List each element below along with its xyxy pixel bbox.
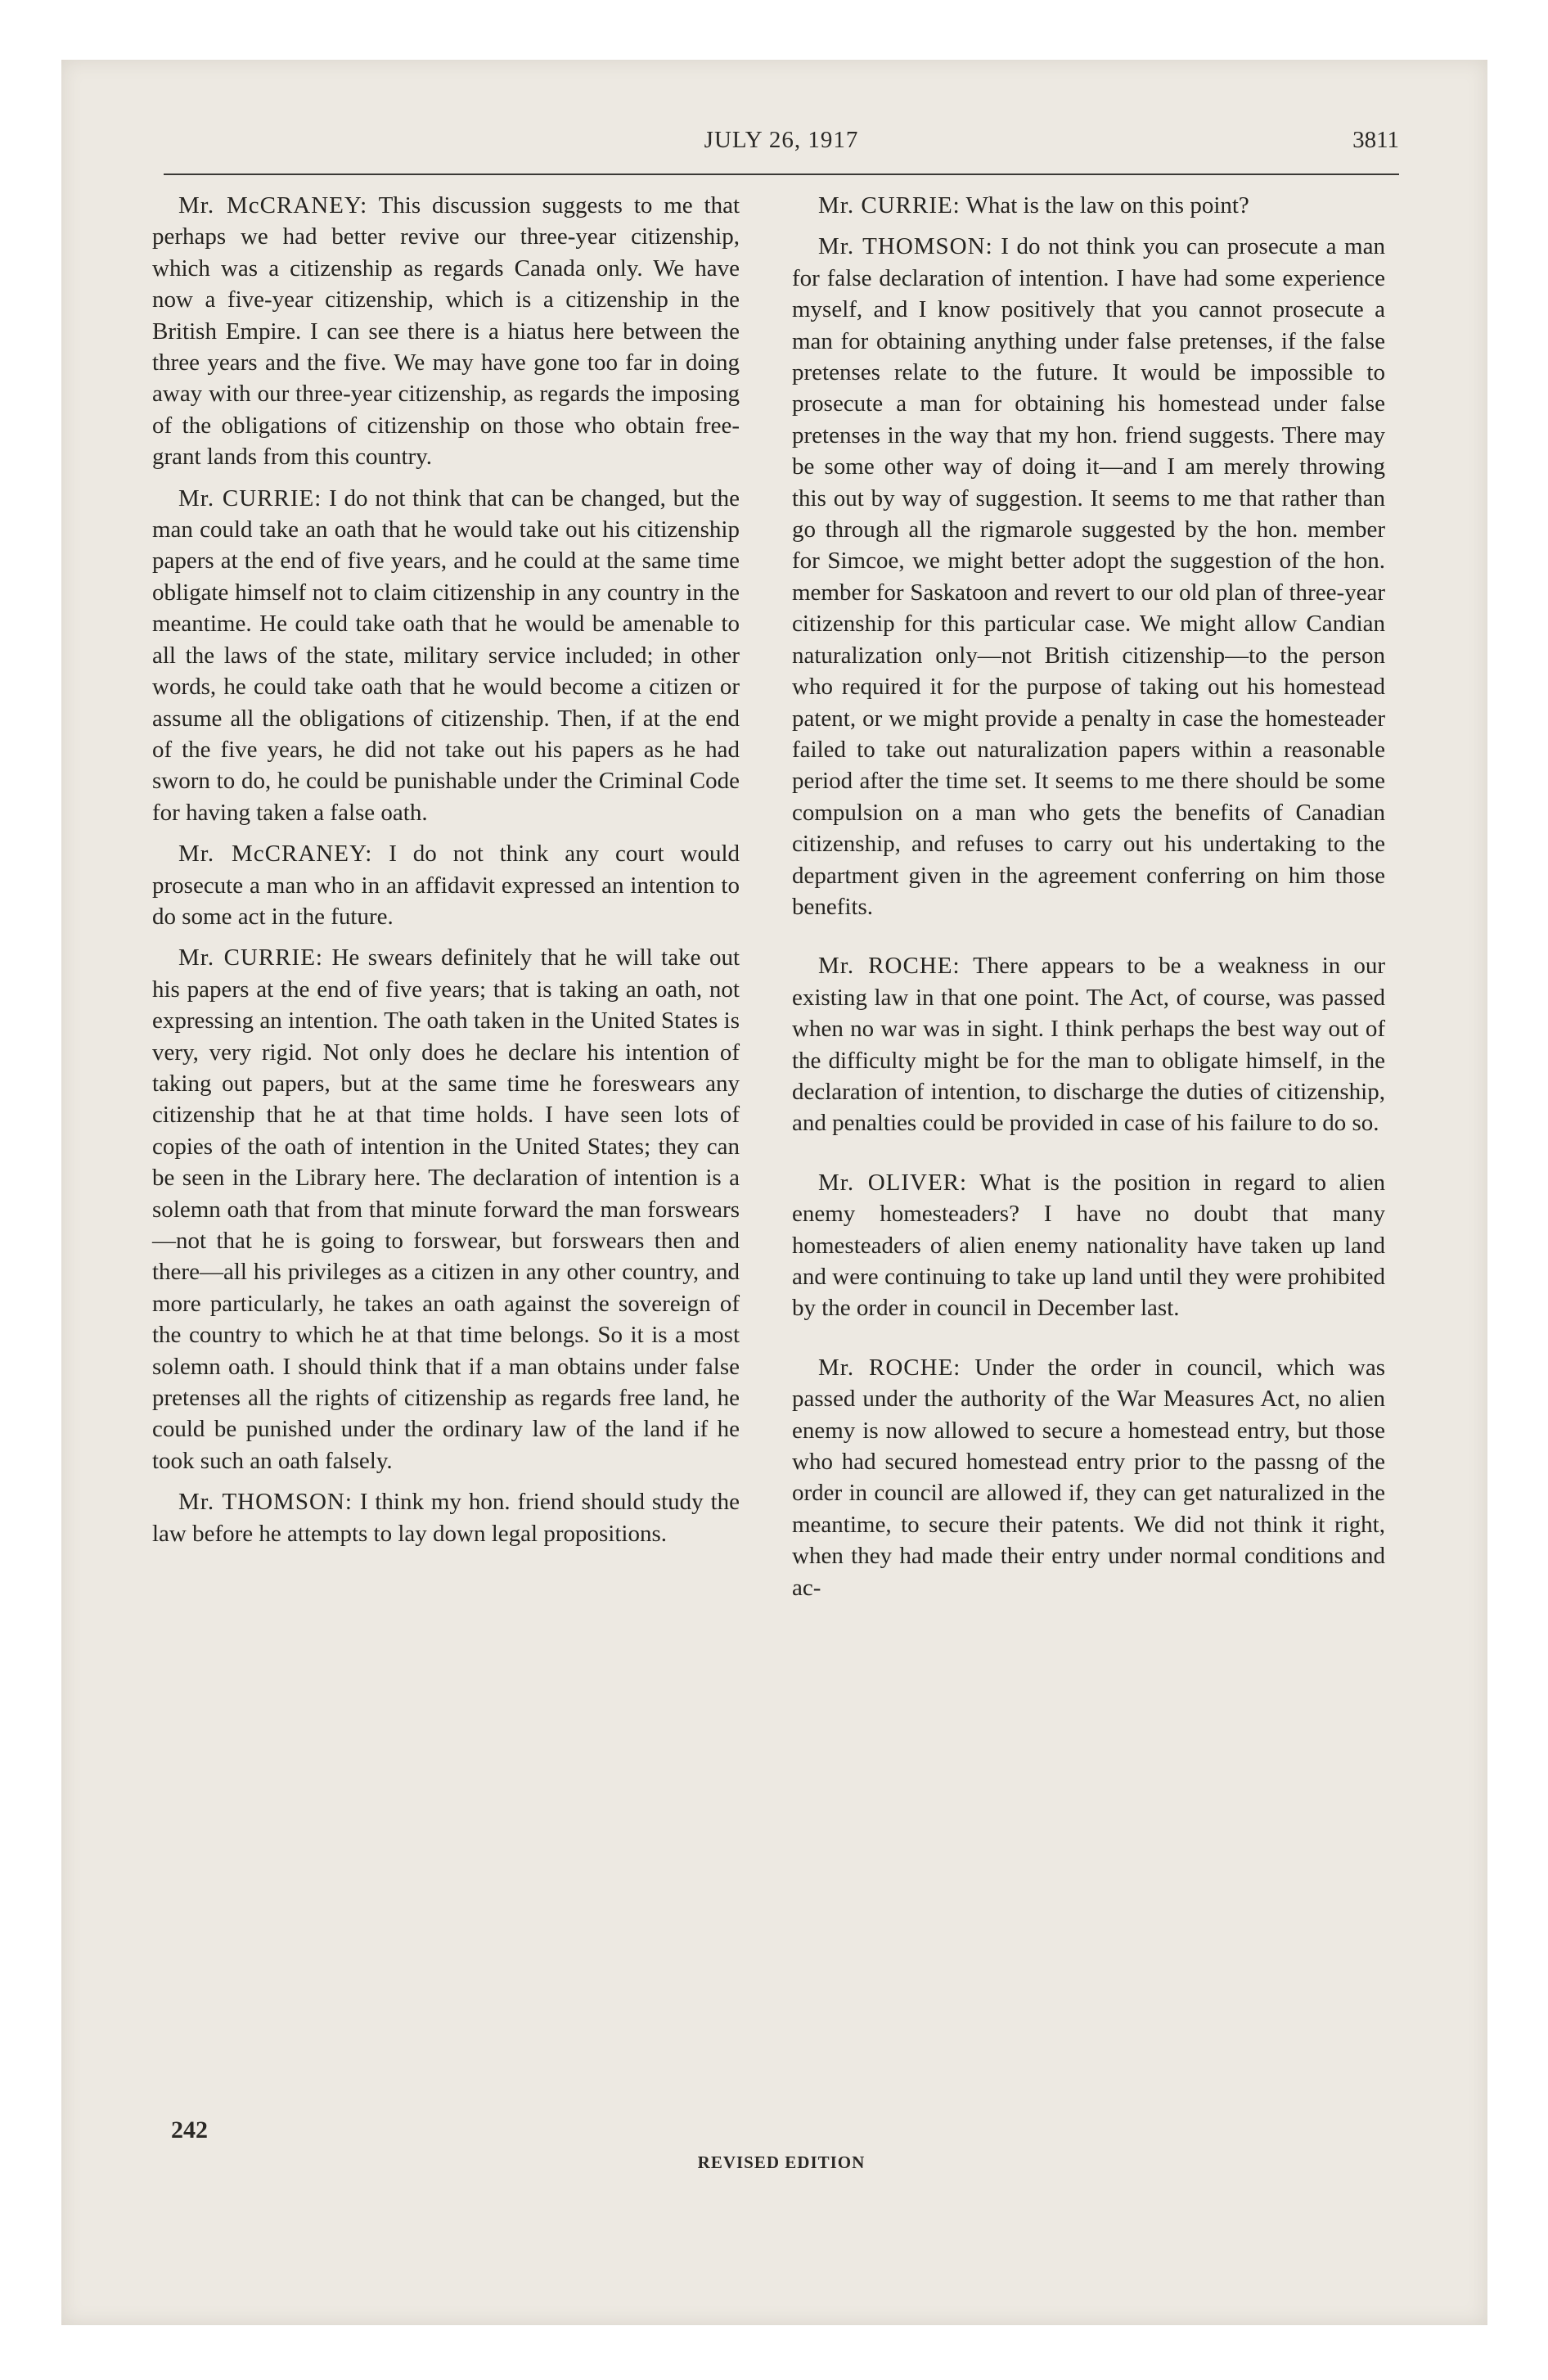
speech-paragraph [792, 231, 1385, 922]
speech-paragraph [792, 1352, 1385, 1603]
speaker-name: Mr. McCRANEY: [178, 192, 368, 219]
speech-text: There appears to be a weakness in our existing law in that one point. The Act, of course, was passed when no war was in sight. I think perhaps the best way out of the difficulty might be for the man to obligate himself, in the declaration of intention, to discharge the duties of citizenship, and penalties could be provided in case of his failure to do so. [792, 953, 1386, 1137]
speaker-name: Mr. OLIVER: [818, 1169, 968, 1196]
speech-text: I do not think any court would prosecute a man who in an affidavit expressed an intention to do some act in the future. [152, 841, 740, 930]
speech-paragraph [152, 1486, 740, 1549]
running-header [164, 127, 1399, 168]
left-column [152, 190, 740, 1559]
speech-paragraph [792, 950, 1385, 1138]
speech-paragraph [792, 1167, 1385, 1324]
speech-text: I do not think you can prosecute a man for false declaration of intention. I have had some experience myself, and I know positively that you cannot prosecute a man for obtaining anything under false pretenses, if the false pretenses relate to the future. It would be impossible to prosecute a man for obtaining his homestead under false pretenses in the way that my hon. friend suggests. There may be some other way of doing it—and I am merely throwing this out by way of suggestion. It seems to me that rather than go through all the rigmarole suggested by the hon. member for Simcoe, we might better adopt the suggestion of the hon. member for Saskatoon and revert to our old plan of three-year citizenship for this particular case. We might allow Candian naturalization only—not British citizenship—to the person who required it for the purpose of taking out his homestead patent, or we might provide a penalty in case the homesteader failed to take out naturalization papers within a reasonable period after the time set. It seems to me there should be some compulsion on a man who gets the benefits of Canadian citizenship, and refuses to carry out his undertaking to the department given in the agreement conferring on him those benefits. [792, 233, 1385, 920]
speech-text: Under the order in council, which was passed under the authority of the War Measures Act, no alien enemy is now allowed to secure a homestead entry, but those who had secured homestead entry prior to the passng of the order in council are allowed if, they can get naturalized in the meantime, to secure their patents. We did not think it right, when they had made their entry under normal conditions and ac- [792, 1354, 1385, 1601]
printer-signature: 242 [171, 2116, 208, 2143]
speaker-name: Mr. McCRANEY: [178, 841, 373, 868]
speech-text: This discussion suggests to me that perhaps we had better revive our three-year citizenship, which was a citizenship as regards Canada only. We have now a five-year citizenship, which is a citizenship in the British Empire. I can see there is a hiatus here between the three years and the five. We may have gone too far in doing away with our three-year citizenship, as regards the imposing of the obligations of citizenship on those who obtain free-grant lands from this country. [152, 192, 740, 471]
speech-paragraph [152, 942, 740, 1476]
speaker-name: Mr. CURRIE: [178, 485, 322, 512]
header-date: JULY 26, 1917 [704, 127, 859, 153]
speaker-name: Mr. THOMSON: [178, 1489, 353, 1516]
speaker-name: Mr. CURRIE: [818, 192, 961, 219]
speaker-name: Mr. CURRIE: [178, 944, 323, 971]
speech-text: I do not think that can be changed, but the man could take an oath that he would take out his citizenship papers at the end of five years, and he could at the same time obligate himself not to claim citizenship in any country in the meantime. He could take oath that he would be amenable to all the laws of the state, military service included; in other words, he could take oath that he would become a citizen or assume all the obligations of citizenship. Then, if at the end of the five years, he did not take out his papers as he had sworn to do, he could be punishable under the Criminal Code for having taken a false oath. [152, 485, 740, 826]
speech-paragraph [792, 190, 1385, 221]
speech-text: I think my hon. friend should study the law before he attempts to lay down legal propositions. [152, 1489, 740, 1547]
speech-paragraph [152, 838, 740, 932]
speech-paragraph [152, 190, 740, 473]
right-column [792, 190, 1385, 1603]
speech-text: What is the position in regard to alien enemy homesteaders? I have no doubt that many homesteaders of alien enemy nationality have taken up land and were continuing to take up land until they were prohibited by the order in council in December last. [792, 1169, 1385, 1322]
speaker-name: Mr. ROCHE: [818, 1354, 961, 1381]
page-number: 3811 [1352, 127, 1399, 153]
edition-label: REVISED EDITION [697, 2152, 866, 2172]
header-rule [164, 174, 1399, 175]
speaker-name: Mr. THOMSON: [818, 233, 993, 260]
speech-paragraph [152, 483, 740, 828]
speech-text: What is the law on this point? [960, 192, 1249, 219]
speaker-name: Mr. ROCHE: [818, 953, 961, 980]
speech-text: He swears definitely that he will take out his papers at the end of five years; that is taking an oath, not expressing an intention. The oath taken in the United States is very, very rigid. Not only does he declare his intention of taking out papers, but at the same time he foreswears any citizenship that he at that time holds. I have seen lots of copies of the oath of intention in the United States; they can be seen in the Library here. The declaration of intention is a solemn oath that from that minute forward the man forswears—not that he is going to forswear, but forswears then and there—all his privileges as a citizen in any other country, and more particularly, he takes an oath against the sovereign of the country to which he at that time belongs. So it is a most solemn oath. I should think that if a man obtains under false pretenses all the rights of citizenship as regards free land, he could be punished under the ordinary law of the land if he took such an oath falsely. [152, 944, 740, 1474]
